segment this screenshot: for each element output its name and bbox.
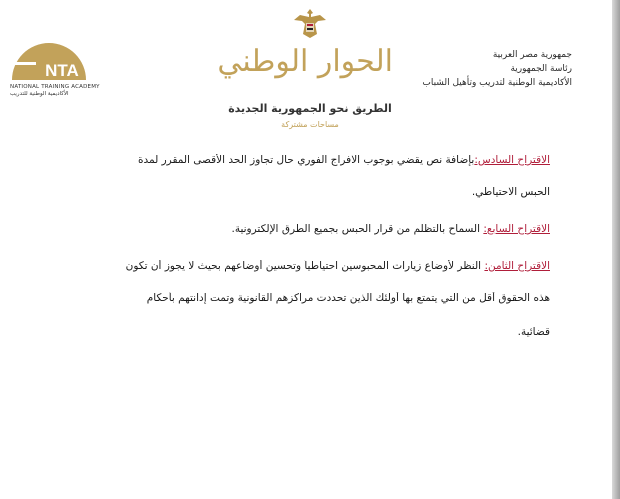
nta-name-en: NATIONAL TRAINING ACADEMY (10, 84, 100, 90)
organization-header (412, 48, 572, 90)
logo-calligraphy-title: الحوار الوطني (217, 44, 393, 79)
org-line-presidency: رئاسة الجمهورية (510, 64, 572, 74)
proposal-6 (138, 154, 550, 166)
page-edge-shadow (612, 0, 620, 499)
proposal-6-label: الاقتراح السادس: (474, 154, 550, 166)
svg-text:NTA: NTA (45, 61, 79, 80)
proposal-8-continuation-1: هذه الحقوق أقل من التي يتمتع بها أولئك الذين تحددت مراكزهم القانونية وتمت إدانتهم بأحكام (146, 292, 550, 304)
national-dialogue-logo (215, 6, 405, 136)
nta-name-ar: الأكاديمية الوطنية للتدريب (10, 91, 69, 97)
proposal-8-label: الاقتراح الثامن: (484, 260, 550, 272)
nta-emblem-icon (8, 40, 90, 82)
proposal-6-text: بإضافة نص يقضي بوجوب الافراج الفوري حال تجاوز الحد الأقصى المقرر لمدة (137, 154, 475, 166)
org-line-academy: الأكاديمية الوطنية لتدريب وتأهيل الشباب (422, 78, 572, 88)
proposal-6-continuation: الحبس الاحتياطي. (471, 186, 550, 198)
eagle-icon (290, 6, 330, 40)
org-line-country: جمهورية مصر العربية (492, 50, 572, 60)
logo-tagline: مساحات مشتركة (281, 120, 339, 129)
proposal-7-text: السماح بالتظلم من قرار الحبس بجميع الطرق الإلكترونية. (231, 223, 484, 235)
proposal-8-text: النظر لأوضاع زيارات المحبوسين احتياطياً وتحسين أوضاعهم بحيث لا يجوز أن تكون (125, 260, 485, 272)
proposal-8-continuation-2: قضائية. (517, 326, 550, 338)
logo-subtitle: الطريق نحو الجمهورية الجديدة (228, 102, 392, 115)
nta-logo (8, 40, 100, 110)
proposal-7-label: الاقتراح السابع: (483, 223, 550, 235)
proposal-8 (126, 260, 550, 272)
proposal-7 (231, 223, 550, 235)
